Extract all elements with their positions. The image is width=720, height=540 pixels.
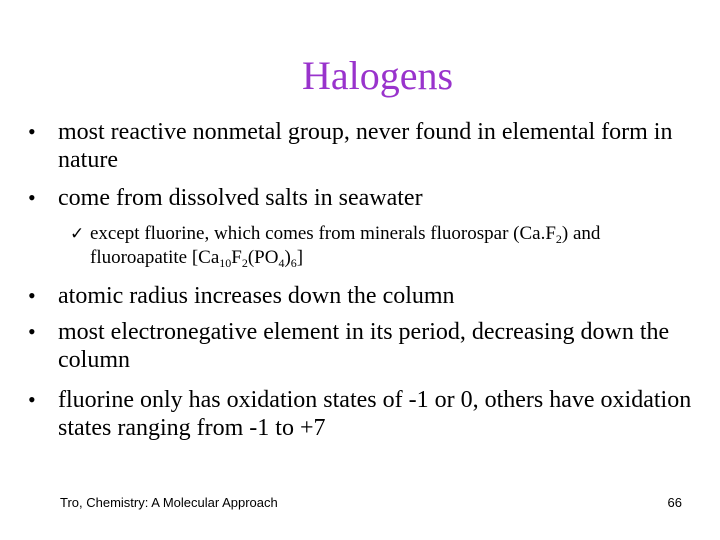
bullet-dot-icon: • <box>28 283 36 308</box>
checkmark-icon: ✓ <box>70 224 85 243</box>
bullet-item <box>28 282 698 310</box>
bullet-dot-icon: • <box>28 119 36 144</box>
slide-title: Halogens <box>301 53 454 98</box>
bullet-item <box>28 184 698 212</box>
bullet-dot-icon: • <box>28 387 36 412</box>
bullet-text: come from dissolved salts in seawater <box>58 185 423 211</box>
footer-source: Tro, Chemistry: A Molecular Approach <box>60 495 278 510</box>
bullet-text: most reactive nonmetal group, never found in elemental form in nature <box>58 119 673 173</box>
bullet-text: fluorine only has oxidation states of -1 or 0, others have oxidation states ranging from -1 to +7 <box>58 387 692 441</box>
bullet-item <box>28 118 698 174</box>
bullet-dot-icon: • <box>28 185 36 210</box>
sub-bullet-text: except fluorine, which comes from minerals fluorospar $(Ca.F_2)$ and fluoroapatite $[Ca_{10}F_2(PO_4)_6]$ <box>90 223 601 270</box>
sub-bullet-item <box>70 222 690 270</box>
bullet-text: atomic radius increases down the column <box>58 283 455 309</box>
bullet-item <box>28 318 698 374</box>
page-number: 66 <box>667 495 682 510</box>
bullet-text: most electronegative element in its period, decreasing down the column <box>58 319 670 373</box>
bullet-item <box>28 386 698 442</box>
bullet-dot-icon: • <box>28 319 36 344</box>
